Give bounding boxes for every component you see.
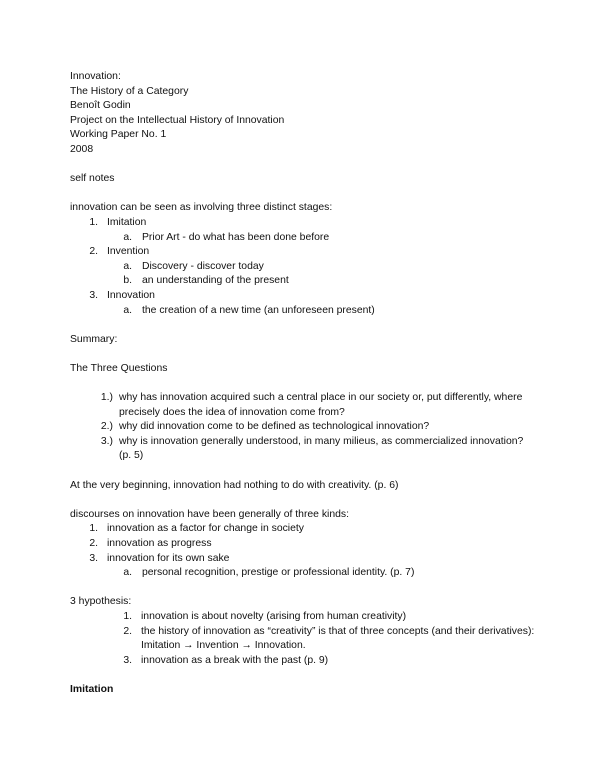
header-block <box>70 70 540 158</box>
header-line: 2008 <box>70 143 94 155</box>
list-item: 2. the history of innovation as “creativity” is that of three concepts (and their derivatives): Imitation → Invention → Innovation. <box>123 625 535 652</box>
list-item: 3. Innovation <box>89 289 155 301</box>
list-item: 2.) why did innovation come to be defined as technological innovation? <box>100 421 430 433</box>
header-line: Project on the Intellectual History of Innovation <box>70 114 285 126</box>
list-item: 1.) why has innovation acquired such a central place in our society or, put differently, where precisely does the idea of innovation come from? <box>100 392 523 418</box>
list-item: 3. innovation as a break with the past (p. 9) <box>123 654 329 666</box>
list-item: 1. Imitation <box>89 216 147 228</box>
header-line: Innovation: <box>70 71 121 82</box>
header-line: Working Paper No. 1 <box>70 129 167 141</box>
header-line: Benoît Godin <box>70 100 131 112</box>
three-questions-title: The Three Questions <box>70 362 168 374</box>
discourses-intro: discourses on innovation have been generally of three kinds: <box>70 508 349 520</box>
sub-list-item: a. Prior Art - do what has been done before <box>123 231 330 243</box>
hypothesis-list <box>70 610 540 668</box>
header-line: The History of a Category <box>70 85 189 97</box>
list-item: 2. Invention <box>89 246 150 258</box>
list-item: 1. innovation is about novelty (arising from human creativity) <box>123 610 407 622</box>
sub-list-item: a. the creation of a new time (an unforeseen present) <box>123 304 375 316</box>
hypothesis-intro: 3 hypothesis: <box>70 596 132 608</box>
creativity-note: At the very beginning, innovation had nothing to do with creativity. (p. 6) <box>70 479 399 491</box>
sub-list-item: a. personal recognition, prestige or professional identity. (p. 7) <box>123 567 415 579</box>
list-item: 3.) why is innovation generally understood, in many milieus, as commercialized innovation? (p. 5) <box>100 435 524 462</box>
stages-list <box>70 216 540 318</box>
self-notes-label: self notes <box>70 173 115 185</box>
stages-intro: innovation can be seen as involving three distinct stages: <box>70 202 333 214</box>
questions-list <box>70 391 540 464</box>
summary-label: Summary: <box>70 333 118 345</box>
list-item: 3. innovation for its own sake <box>89 552 230 564</box>
discourses-list <box>70 522 540 580</box>
sub-list-item: b. an understanding of the present <box>123 275 289 287</box>
sub-list-item: a. Discovery - discover today <box>123 260 264 272</box>
list-item: 1. innovation as a factor for change in society <box>89 523 304 535</box>
list-item: 2. innovation as progress <box>89 538 212 549</box>
document-page <box>70 70 540 698</box>
section-heading: Imitation <box>70 683 114 695</box>
